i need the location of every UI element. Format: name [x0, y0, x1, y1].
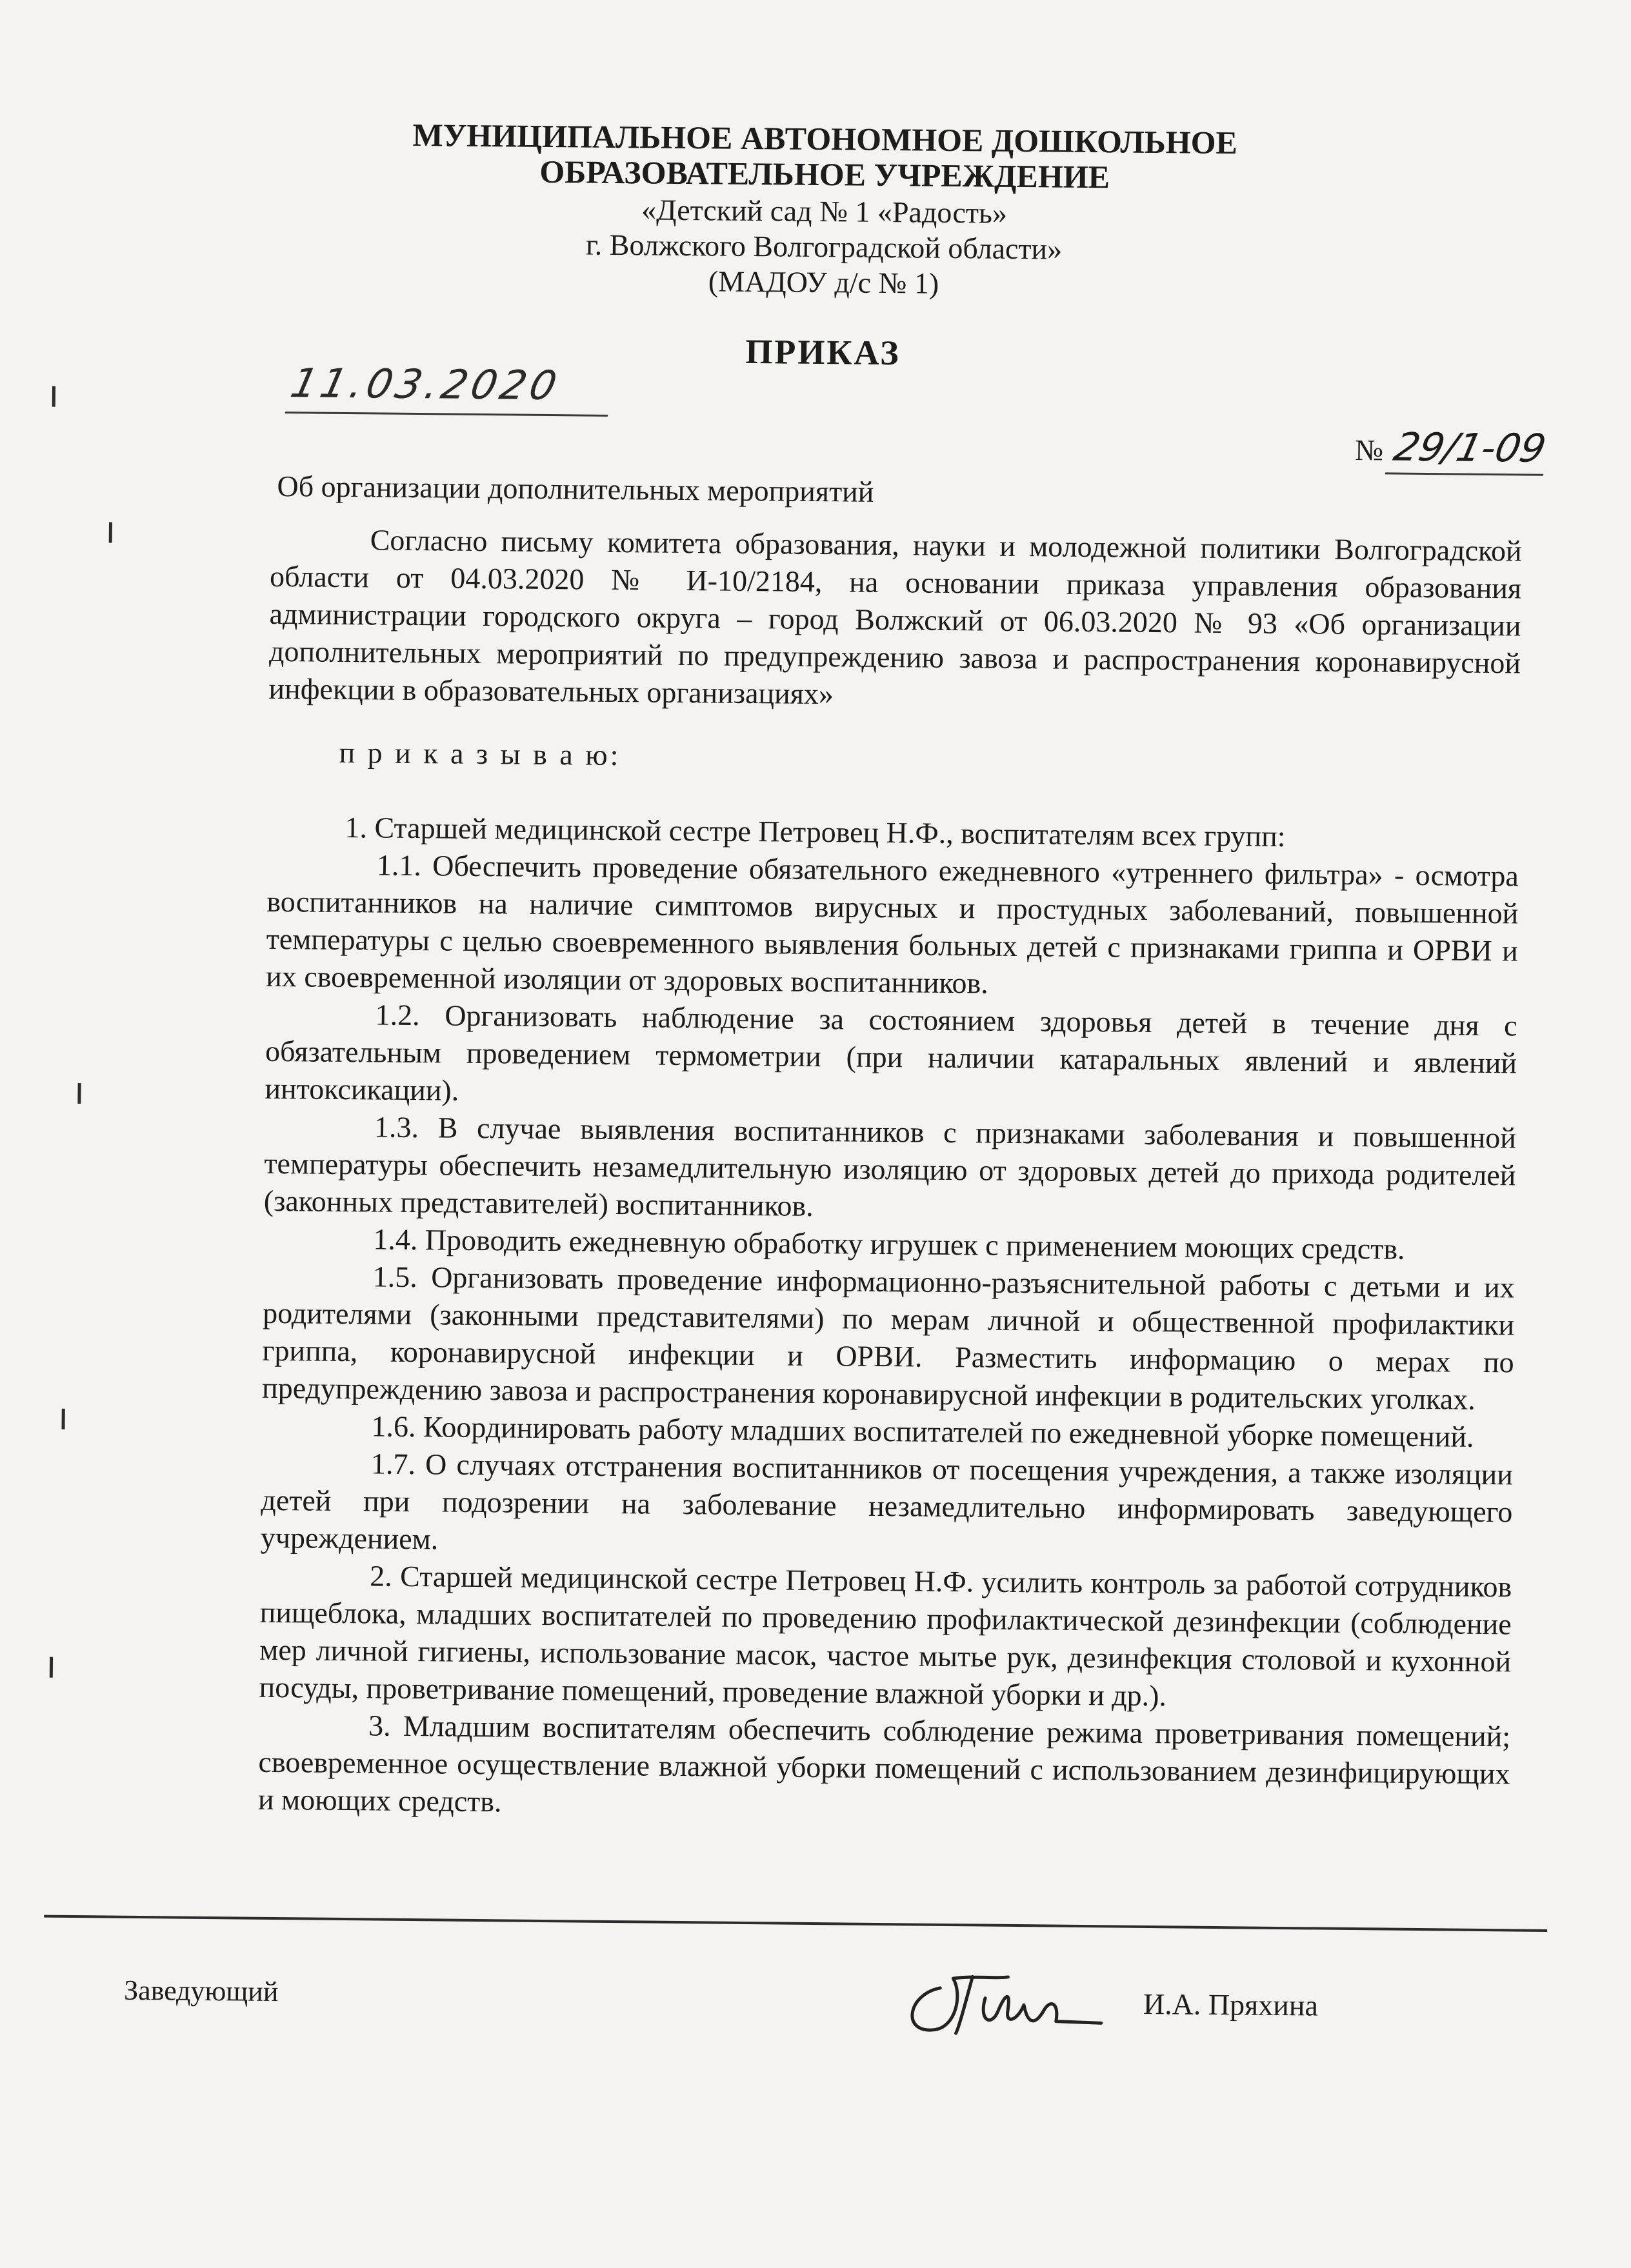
order-body — [258, 521, 1522, 1831]
clause-2: 2. Старшей медицинской сестре Петровец Н.Ф. усилить контроль за работой сотрудников пищеблока, младших воспитателей по проведению профилактической дезинфекции (соблюдение мер личной гигиены, использование масок, частое мытье рук, дезинфекция столовой и кухонной посуды, проветривание помещений, проведение влажной уборки и др.). — [259, 1559, 1512, 1713]
clause-1-2: 1.2. Организовать наблюдение за состоянием здоровья детей в течение дня с обязательным проведением термометрии (при наличии катаральных явлений и явлений интоксикации). — [265, 998, 1517, 1107]
preamble: Согласно письму комитета образования, науки и молодежной политики Волгоградской области от 04.03.2020 № И-10/2184, на основании приказа управления образования администрации городского округа – город Волжский от 06.03.2020 № 93 «Об организации дополнительных мероприятий по предупреждению завоза и распространения коронавирусной инфекции в образовательных организациях» — [268, 523, 1522, 711]
clause-1-6: 1.6. Координировать работу младших воспитателей по ежедневной уборке помещений. — [371, 1409, 1474, 1453]
scan-edge-mark — [52, 386, 55, 407]
signatory-position: Заведующий — [123, 1974, 279, 2008]
scan-edge-mark — [61, 1409, 65, 1429]
clause-1-7: 1.7. О случаях отстранения воспитанников от посещения учреждения, а также изоляции детей при подозрении на заболевание незамедлительно информировать заведующего учреждением. — [260, 1447, 1514, 1556]
org-abbreviation: (МАДОУ д/с № 1) — [708, 264, 939, 300]
order-subject: Об организации дополнительных мероприятий — [277, 469, 874, 508]
handwritten-number: 29/1-09 — [1385, 425, 1554, 476]
clause-1-3: 1.3. В случае выявления воспитанников с признаками заболевания и повышенной температуры обеспечить незамедлительную изоляцию от здоровых детей до прихода родителей (законных представителей) воспитанников. — [263, 1110, 1517, 1222]
signatory-name: И.А. Пряхина — [1143, 1987, 1319, 2022]
clause-1-5: 1.5. Организовать проведение информационно-разъяснительной работы с детьми и их родителями (законными представителями) по мерам личной и общественной профилактики гриппа, коронавирусной инфекции и ОРВИ. Разместить информацию о мерах по предупреждению завоза и распространения коронавирусной инфекции в родительских уголках. — [261, 1260, 1515, 1416]
clause-1-4: 1.4. Проводить ежедневную обработку игрушек с применением моющих средств. — [373, 1222, 1405, 1266]
clause-1: 1. Старшей медицинской сестре Петровец Н.Ф., воспитателям всех групп: — [345, 810, 1286, 853]
org-location: г. Волжского Волгоградской области» — [585, 228, 1063, 266]
handwritten-date: 11.03.2020 — [285, 359, 620, 417]
scan-edge-mark — [77, 1083, 81, 1104]
signature-divider — [44, 1915, 1547, 1932]
clause-1-1: 1.1. Обеспечить проведение обязательного ежедневного «утреннего фильтра» - осмотра воспитанников на наличие симптомов вирусных и простудных заболеваний, повышенной температуры с целью своевременного выявления больных детей с признаками гриппа и ОРВИ и их своевременной изоляции от здоровых воспитанников. — [266, 848, 1519, 1000]
org-name-line-2: ОБРАЗОВАТЕЛЬНОЕ УЧРЕЖДЕНИЕ — [539, 153, 1110, 195]
org-name-line-1: МУНИЦИПАЛЬНОЕ АВТОНОМНОЕ ДОШКОЛЬНОЕ — [412, 116, 1238, 161]
scan-edge-mark — [50, 1657, 53, 1678]
number-prefix: № — [1354, 433, 1384, 467]
scan-edge-mark — [109, 522, 112, 542]
org-name-line-3: «Детский сад № 1 «Радость» — [641, 193, 1008, 230]
handwritten-signature — [894, 1949, 1108, 2047]
document-title: ПРИКАЗ — [745, 332, 901, 373]
clause-3: 3. Младшим воспитателям обеспечить соблюдение режима проветривания помещений; своевременное осуществление влажной уборки помещений с использованием дезинфицирующих и моющих средств. — [257, 1709, 1511, 1818]
order-word: п р и к а з ы в а ю: — [339, 735, 621, 772]
order-number — [1355, 424, 1549, 476]
